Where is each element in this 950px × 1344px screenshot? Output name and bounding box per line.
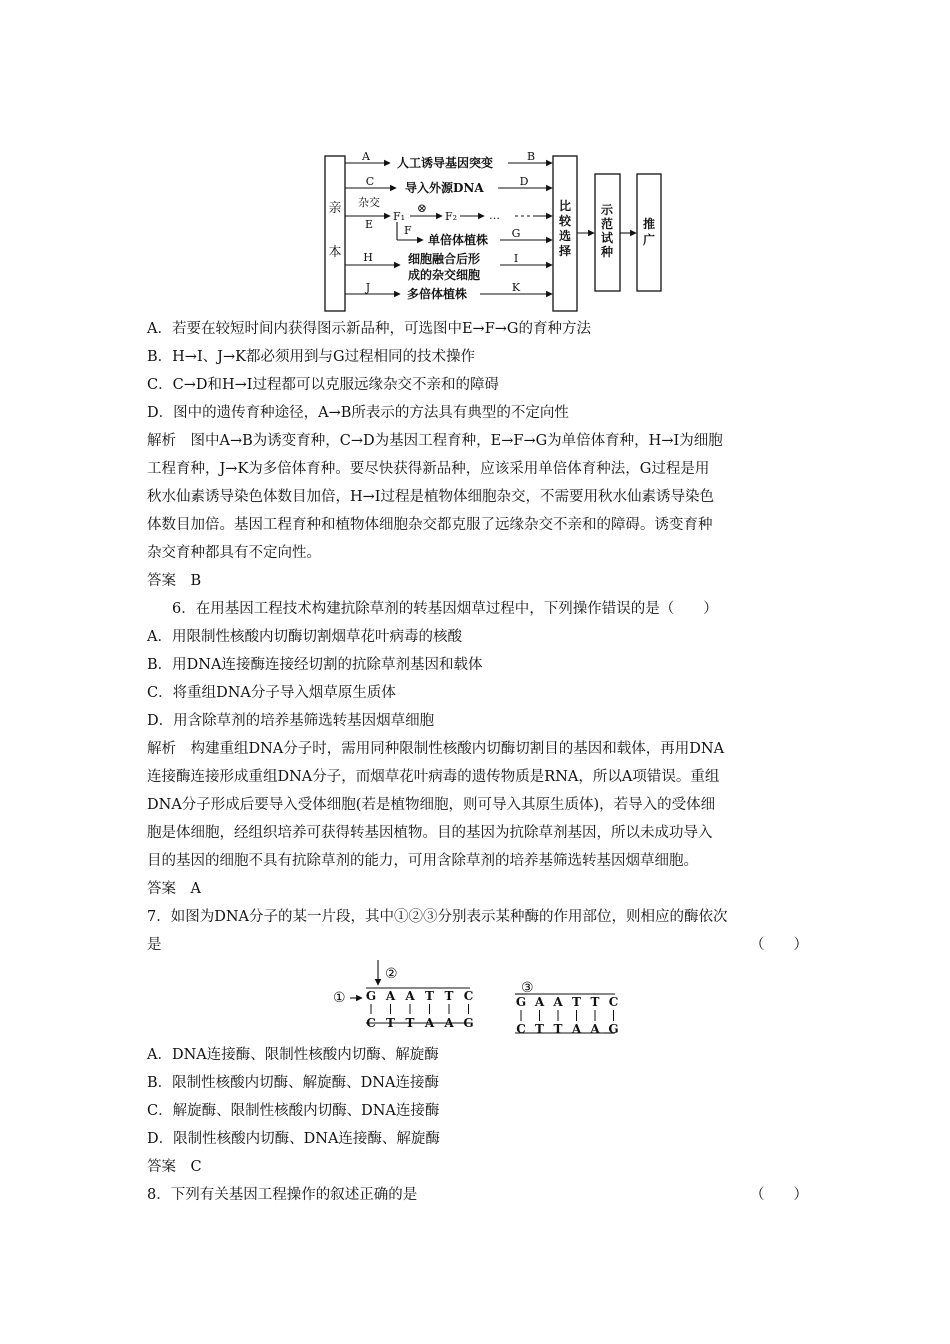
q7-option-b: B．限制性核酸内切酶、解旋酶、DNA连接酶 <box>147 1075 439 1091</box>
q5-option-b: B．H→I、J→K都必须用到与G过程相同的技术操作 <box>147 349 476 365</box>
dna-fragment-diagram <box>0 958 950 1038</box>
letter-i: I <box>513 252 519 265</box>
q5-option-d: D．图中的遗传育种途径，A→B所表示的方法具有典型的不定向性 <box>147 405 569 421</box>
box-label-char: 广 <box>642 233 656 247</box>
letter-c: C <box>365 175 375 188</box>
box-label-char: 择 <box>558 244 572 258</box>
letter-b: B <box>526 150 536 163</box>
dna-base-top: C <box>463 989 474 1003</box>
q6-analysis-line: 解析 构建重组DNA分子时，需用同种限制性核酸内切酶切割目的基因和载体，再用DNA <box>147 741 725 757</box>
hybrid-label: 杂交 <box>358 196 380 209</box>
q7-stem-line2: 是 <box>147 937 162 953</box>
dna-base-bottom: C <box>366 1016 376 1030</box>
box-label-char: 试 <box>600 231 614 245</box>
q6-option-c: C．将重组DNA分子导入烟草原生质体 <box>147 685 396 701</box>
q5-option-c: C．C→D和H→I过程都可以克服远缘杂交不亲和的障碍 <box>147 377 499 393</box>
box-label-char: 示 <box>600 203 614 217</box>
q7-stem-line1: 7．如图为DNA分子的某一片段，其中①②③分别表示某种酶的作用部位，则相应的酶依次 <box>147 909 728 925</box>
q8-stem: 8．下列有关基因工程操作的叙述正确的是 <box>147 1187 418 1203</box>
dna-base-top: A <box>534 995 545 1009</box>
q5-option-a: A．若要在较短时间内获得图示新品种，可选图中E→F→G的育种方法 <box>147 321 591 337</box>
box-label-char: 比 <box>558 199 572 213</box>
letter-j: J <box>365 281 371 294</box>
q7-option-d: D．限制性核酸内切酶、DNA连接酶、解旋酶 <box>147 1131 440 1147</box>
dna-base-top: T <box>572 995 581 1009</box>
f2-label: F₂ <box>445 210 458 223</box>
dna-base-top: A <box>553 995 563 1009</box>
f2-ellipsis: … <box>489 209 500 222</box>
q5-analysis-line: 秋水仙素诱导染色体数目加倍，H→I过程是植物体细胞杂交，不需要用秋水仙素诱导染色 <box>147 489 715 505</box>
dna-base-top: T <box>590 995 600 1009</box>
box-label-char: 选 <box>558 229 572 243</box>
q5-analysis-line: 杂交育种都具有不定向性。 <box>147 545 321 561</box>
box-label-char: 范 <box>600 217 614 231</box>
dna-base-bottom: C <box>516 1022 526 1036</box>
selfing-symbol: ⊗ <box>416 201 428 215</box>
parent-label-char1: 亲 <box>328 201 342 216</box>
dna-base-top: T <box>444 989 454 1003</box>
breeding-diagram <box>0 0 950 320</box>
q6-answer: 答案 A <box>147 881 201 897</box>
q5-answer: 答案 B <box>147 573 202 589</box>
box-label-char: 种 <box>600 245 614 259</box>
dna-base-bottom: A <box>444 1016 454 1030</box>
q6-analysis-line: 胞是体细胞，经组织培养可获得转基因植物。目的基因为抗除草剂基因，所以未成功导入 <box>147 825 713 841</box>
dna-base-top: G <box>365 989 377 1003</box>
letter-h: H <box>363 251 373 264</box>
letter-d: D <box>519 175 529 188</box>
row-text-fusion-2: 成的杂交细胞 <box>408 268 481 282</box>
letter-g: G <box>511 227 521 240</box>
row-text-haploid: 单倍体植株 <box>428 233 489 247</box>
dna-base-bottom: A <box>590 1022 600 1036</box>
q7-answer-paren: （ ） <box>750 937 808 953</box>
f1-label: F₁ <box>393 210 406 223</box>
site-marker-2: ② <box>385 966 398 982</box>
row-text-foreign-dna: 导入外源DNA <box>405 181 484 195</box>
row-text-fusion-1: 细胞融合后形 <box>408 252 481 266</box>
box-label-char: 较 <box>558 214 572 228</box>
dna-base-top: T <box>425 989 434 1003</box>
q7-answer: 答案 C <box>147 1159 202 1175</box>
q8-answer-paren: （ ） <box>750 1187 808 1203</box>
q6-option-b: B．用DNA连接酶连接经切割的抗除草剂基因和载体 <box>147 657 483 673</box>
q5-analysis-line: 体数目加倍。基因工程育种和植物体细胞杂交都克服了远缘杂交不亲和的障碍。诱变育种 <box>147 517 713 533</box>
dna-base-top: G <box>515 995 527 1009</box>
dna-base-top: C <box>608 995 619 1009</box>
q5-analysis-line: 解析 图中A→B为诱变育种，C→D为基因工程育种，E→F→G为单倍体育种，H→I为细胞 <box>147 433 723 449</box>
letter-a: A <box>362 150 370 163</box>
q6-analysis-line: DNA分子形成后要导入受体细胞(若是植物细胞，则可导入其原生质体)，若导入的受体细 <box>147 797 716 813</box>
q6-stem: 6．在用基因工程技术构建抗除草剂的转基因烟草过程中，下列操作错误的是（ ） <box>172 601 718 617</box>
dna-base-bottom: T <box>535 1022 544 1036</box>
q5-analysis-line: 工程育种，J→K为多倍体育种。要尽快获得新品种，应该采用单倍体育种法，G过程是用 <box>147 461 710 477</box>
site-marker-1: ① <box>333 990 346 1006</box>
parent-box <box>325 156 345 311</box>
letter-e: E <box>364 218 374 231</box>
row-text-polyploid: 多倍体植株 <box>407 287 468 301</box>
q7-option-c: C．解旋酶、限制性核酸内切酶、DNA连接酶 <box>147 1103 440 1119</box>
site-marker-3: ③ <box>521 980 534 996</box>
dna-base-bottom: G <box>463 1016 474 1030</box>
dna-base-bottom: G <box>608 1022 619 1036</box>
dna-base-top: A <box>405 989 415 1003</box>
letter-k: K <box>511 281 521 294</box>
dna-base-bottom: A <box>424 1016 435 1030</box>
dna-base-top: A <box>385 989 396 1003</box>
dna-base-bottom: T <box>553 1022 563 1036</box>
dna-base-bottom: T <box>386 1016 395 1030</box>
q7-option-a: A．DNA连接酶、限制性核酸内切酶、解旋酶 <box>147 1047 439 1063</box>
q6-analysis-line: 目的基因的细胞不具有抗除草剂的能力，可用含除草剂的培养基筛选转基因烟草细胞。 <box>147 853 698 869</box>
box-label-char: 推 <box>642 217 656 231</box>
q6-option-d: D．用含除草剂的培养基筛选转基因烟草细胞 <box>147 713 435 729</box>
q6-analysis-line: 连接酶连接形成重组DNA分子，而烟草花叶病毒的遗传物质是RNA，所以A项错误。重组 <box>147 769 720 785</box>
parent-label-char2: 本 <box>328 245 342 260</box>
dna-base-bottom: A <box>571 1022 582 1036</box>
letter-f: F <box>404 224 412 237</box>
dna-base-bottom: T <box>405 1016 415 1030</box>
row-text-mutation: 人工诱导基因突变 <box>397 156 494 170</box>
q6-option-a: A．用限制性核酸内切酶切割烟草花叶病毒的核酸 <box>147 629 462 645</box>
